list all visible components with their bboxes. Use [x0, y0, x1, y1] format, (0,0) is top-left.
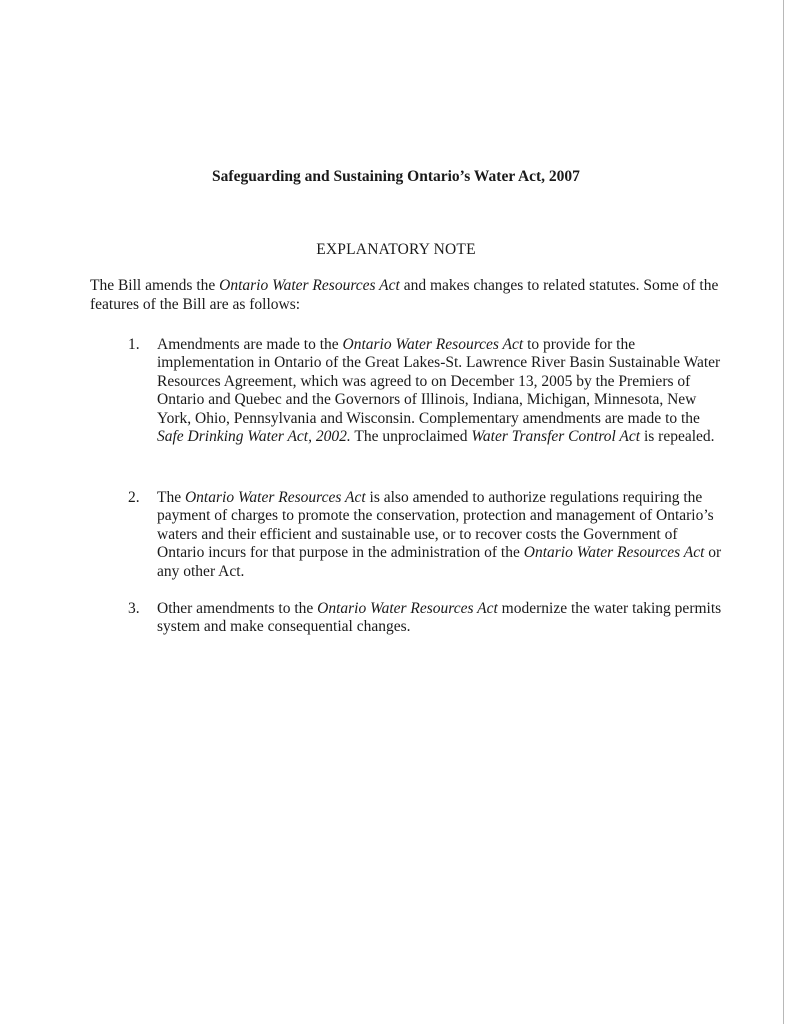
list-item-2 [128, 489, 728, 581]
explanatory-note-heading: EXPLANATORY NOTE [316, 241, 476, 258]
item1-text-2: to provide for the implementation in Ontario of the Great Lakes-St. Lawrence River Basin Sustainable Water Resources Agreement, which was agreed to on December 13, 2005 by the Premiers of Ontario and Quebec and the Governors of Illinois, Indiana, Michigan, Minnesota, New York, Ohio, Pennsylvania and Wisconsin. Complementary amendments are made to the [157, 336, 721, 427]
intro-text-2: and makes changes to related statutes. Some of the features of the Bill are as follows: [90, 277, 719, 313]
item2-act-2: Ontario Water Resources Act [523, 544, 705, 562]
list-item-body [157, 600, 728, 637]
list-item-number: 1. [128, 336, 140, 353]
item2-text-1: The [157, 489, 185, 506]
item1-act-3: Water Transfer Control Act [471, 428, 641, 446]
list-item-3 [128, 600, 728, 637]
item2-act-1: Ontario Water Resources Act [184, 489, 366, 506]
item3-text-2: modernize the water taking permits system and make consequential changes. [157, 600, 722, 636]
list-item-number: 2. [128, 489, 140, 506]
item2-text-3: or any other Act. [157, 544, 722, 580]
item1-text-4: is repealed. [640, 428, 715, 446]
item2-text-2: is also amended to authorize regulations requiring the payment of charges to promote the conservation, protection and management of Ontario’s waters and their efficient and sustainable use, or to recover costs the Government of Ontario incurs for that purpose in the administration of the [157, 489, 714, 562]
item3-text-1: Other amendments to the [157, 600, 318, 617]
list-item-number: 3. [128, 600, 140, 617]
item1-text-1: Amendments are made to the [157, 336, 343, 353]
document-title: Safeguarding and Sustaining Ontario’s Water Act, 2007 [212, 168, 580, 185]
intro-paragraph [90, 277, 730, 314]
intro-act-name: Ontario Water Resources Act [219, 277, 400, 294]
list-item-1 [128, 336, 728, 446]
list-item-body [157, 489, 728, 581]
intro-text-1: The Bill amends the [90, 277, 220, 294]
item1-act-1: Ontario Water Resources Act [342, 336, 524, 353]
item3-act-1: Ontario Water Resources Act [317, 600, 498, 617]
item1-act-2: Safe Drinking Water Act, 2002. [157, 428, 351, 446]
list-item-body [157, 336, 728, 446]
scan-edge-line [783, 0, 784, 1024]
item1-text-3: The unproclaimed [350, 428, 472, 446]
